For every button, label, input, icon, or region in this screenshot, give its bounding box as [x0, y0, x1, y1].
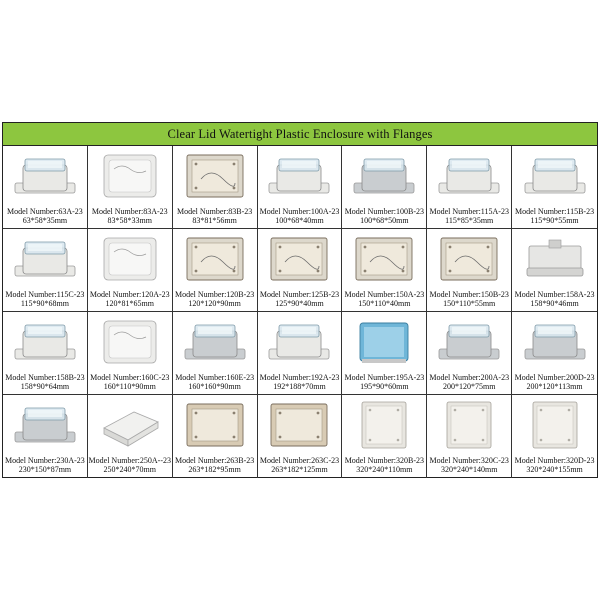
- dimensions: 200*120*113mm: [526, 382, 583, 391]
- product-caption: [430, 290, 509, 308]
- product-cell: [512, 395, 597, 478]
- product-caption: [430, 456, 509, 474]
- open-box-with-cables-icon: [258, 229, 342, 289]
- white-box-side-icon: [512, 229, 597, 289]
- product-caption: [515, 456, 595, 474]
- product-caption: [175, 290, 254, 308]
- product-cell: [88, 146, 173, 229]
- product-cell: [173, 146, 258, 229]
- clear-lid-flange-box-icon: [258, 312, 342, 372]
- open-box-with-cables-icon: [173, 146, 257, 206]
- model-number: Model Number:120B-23: [174, 290, 255, 299]
- model-number: Model Number:115A-23: [429, 207, 509, 216]
- dimensions: 195*90*60mm: [360, 382, 409, 391]
- product-cell: [427, 146, 512, 229]
- model-number: Model Number:200D-23: [514, 373, 595, 382]
- model-number: Model Number:125B-23: [259, 290, 340, 299]
- model-number: Model Number:83B-23: [176, 207, 253, 216]
- product-cell: [88, 229, 173, 312]
- product-cell: [3, 229, 88, 312]
- clear-lid-flange-box-gray-icon: [512, 312, 597, 372]
- dimensions: 115*90*68mm: [20, 299, 69, 308]
- product-cell: [342, 229, 427, 312]
- clear-lid-flange-box-icon: [427, 146, 511, 206]
- clear-lid-flange-box-icon: [3, 312, 87, 372]
- open-box-with-cables-icon: [342, 229, 426, 289]
- dimensions: 160*160*90mm: [188, 382, 241, 391]
- model-number: Model Number:150A-23: [344, 290, 425, 299]
- white-box-open-icon: [88, 312, 172, 372]
- model-number: Model Number:192A-23: [259, 373, 340, 382]
- dimensions: 83*58*33mm: [107, 216, 152, 225]
- dimensions: 125*90*40mm: [275, 299, 324, 308]
- product-caption: [260, 207, 340, 225]
- dimensions: 100*68*40mm: [275, 216, 324, 225]
- model-number: Model Number:230A-23: [5, 456, 85, 465]
- dimensions: 200*120*75mm: [442, 382, 496, 391]
- open-white-box-icon: [88, 146, 172, 206]
- dimensions: 120*120*90mm: [188, 299, 241, 308]
- product-cell: [88, 312, 173, 395]
- product-caption: [429, 207, 508, 225]
- clear-lid-flange-box-icon: [258, 146, 342, 206]
- product-cell: [3, 146, 88, 229]
- dimensions: 192*188*70mm: [273, 382, 326, 391]
- product-cell: [427, 229, 512, 312]
- product-cell: [427, 395, 512, 478]
- product-cell: [3, 395, 88, 478]
- clear-lid-flange-box-gray-icon: [3, 395, 87, 455]
- model-number: Model Number:100B-23: [344, 207, 425, 216]
- product-caption: [175, 456, 254, 474]
- dimensions: 160*110*90mm: [103, 382, 156, 391]
- dimensions: 100*68*50mm: [360, 216, 409, 225]
- model-number: Model Number:200A-23: [429, 373, 510, 382]
- open-box-light-icon: [342, 395, 426, 455]
- model-number: Model Number:160C-23: [90, 373, 170, 382]
- product-caption: [175, 373, 254, 391]
- product-cell: [342, 312, 427, 395]
- product-cell: [173, 312, 258, 395]
- dimensions: 263*182*125mm: [271, 465, 328, 474]
- model-number: Model Number:115B-23: [515, 207, 595, 216]
- product-grid: [3, 146, 597, 478]
- product-caption: [7, 207, 83, 225]
- product-caption: [177, 207, 252, 225]
- dimensions: 320*240*110mm: [356, 465, 413, 474]
- dimensions: 83*81*56mm: [192, 216, 237, 225]
- product-cell: [512, 146, 597, 229]
- product-table: [2, 122, 598, 478]
- dimensions: 150*110*40mm: [358, 299, 411, 308]
- clear-lid-flange-box-gray-icon: [427, 312, 511, 372]
- open-box-with-cables-icon: [173, 229, 257, 289]
- white-box-closed-icon: [88, 395, 172, 455]
- product-caption: [5, 456, 85, 474]
- table-title: Clear Lid Watertight Plastic Enclosure with Flanges: [3, 123, 597, 146]
- clear-lid-flange-box-icon: [512, 146, 597, 206]
- dimensions: 120*81*65mm: [105, 299, 154, 308]
- model-number: Model Number:83A-23: [91, 207, 168, 216]
- product-caption: [344, 290, 424, 308]
- product-cell: [258, 312, 343, 395]
- clear-lid-flange-box-icon: [3, 229, 87, 289]
- product-caption: [5, 373, 84, 391]
- model-number: Model Number:320B-23: [344, 456, 425, 465]
- product-cell: [258, 395, 343, 478]
- product-caption: [515, 290, 595, 308]
- open-box-light-icon: [512, 395, 597, 455]
- clear-lid-flange-box-gray-icon: [342, 146, 426, 206]
- product-cell: [342, 395, 427, 478]
- product-caption: [260, 290, 339, 308]
- product-cell: [173, 229, 258, 312]
- open-box-light-icon: [427, 395, 511, 455]
- product-cell: [258, 229, 343, 312]
- product-cell: [173, 395, 258, 478]
- model-number: Model Number:263C-23: [259, 456, 340, 465]
- product-caption: [90, 373, 169, 391]
- model-number: Model Number:120A-23: [89, 290, 170, 299]
- product-caption: [92, 207, 168, 225]
- open-box-beige-icon: [258, 395, 342, 455]
- dimensions: 63*58*35mm: [22, 216, 68, 225]
- product-caption: [344, 373, 424, 391]
- dimensions: 158*90*46mm: [530, 299, 579, 308]
- product-caption: [515, 207, 594, 225]
- model-number: Model Number:320C-23: [429, 456, 509, 465]
- model-number: Model Number:100A-23: [259, 207, 340, 216]
- dimensions: 115*85*35mm: [445, 216, 494, 225]
- product-cell: [88, 395, 173, 478]
- model-number: Model Number:160E-23: [175, 373, 255, 382]
- product-cell: [427, 312, 512, 395]
- dimensions: 320*240*155mm: [526, 465, 583, 474]
- dimensions: 230*150*87mm: [18, 465, 72, 474]
- product-cell: [3, 312, 88, 395]
- blue-clear-box-icon: [342, 312, 426, 372]
- dimensions: 250*240*70mm: [103, 465, 156, 474]
- product-caption: [429, 373, 509, 391]
- product-caption: [515, 373, 595, 391]
- model-number: Model Number:263B-23: [174, 456, 255, 465]
- white-box-open-icon: [88, 229, 172, 289]
- product-caption: [89, 456, 171, 474]
- clear-lid-flange-box-icon: [3, 146, 87, 206]
- open-box-with-cables-icon: [427, 229, 511, 289]
- dimensions: 320*240*140mm: [440, 465, 498, 474]
- product-caption: [345, 207, 424, 225]
- dimensions: 150*110*55mm: [443, 299, 496, 308]
- product-caption: [345, 456, 424, 474]
- model-number: Model Number:158B-23: [5, 373, 85, 382]
- model-number: Model Number:115C-23: [5, 290, 85, 299]
- product-caption: [90, 290, 170, 308]
- dimensions: 158*90*64mm: [20, 382, 70, 391]
- product-caption: [5, 290, 84, 308]
- model-number: Model Number:158A-23: [514, 290, 595, 299]
- open-box-beige-icon: [173, 395, 257, 455]
- product-caption: [260, 373, 340, 391]
- product-cell: [342, 146, 427, 229]
- product-cell: [258, 146, 343, 229]
- model-number: Model Number:63A-23: [7, 207, 83, 216]
- dimensions: 263*182*95mm: [188, 465, 241, 474]
- dimensions: 115*90*55mm: [530, 216, 579, 225]
- product-cell: [512, 229, 597, 312]
- model-number: Model Number:150B-23: [429, 290, 509, 299]
- model-number: Model Number:195A-23: [344, 373, 425, 382]
- model-number: Model Number:250A--23: [88, 456, 171, 465]
- product-caption: [260, 456, 339, 474]
- clear-lid-flange-box-gray-icon: [173, 312, 257, 372]
- product-cell: [512, 312, 597, 395]
- model-number: Model Number:320D-23: [514, 456, 595, 465]
